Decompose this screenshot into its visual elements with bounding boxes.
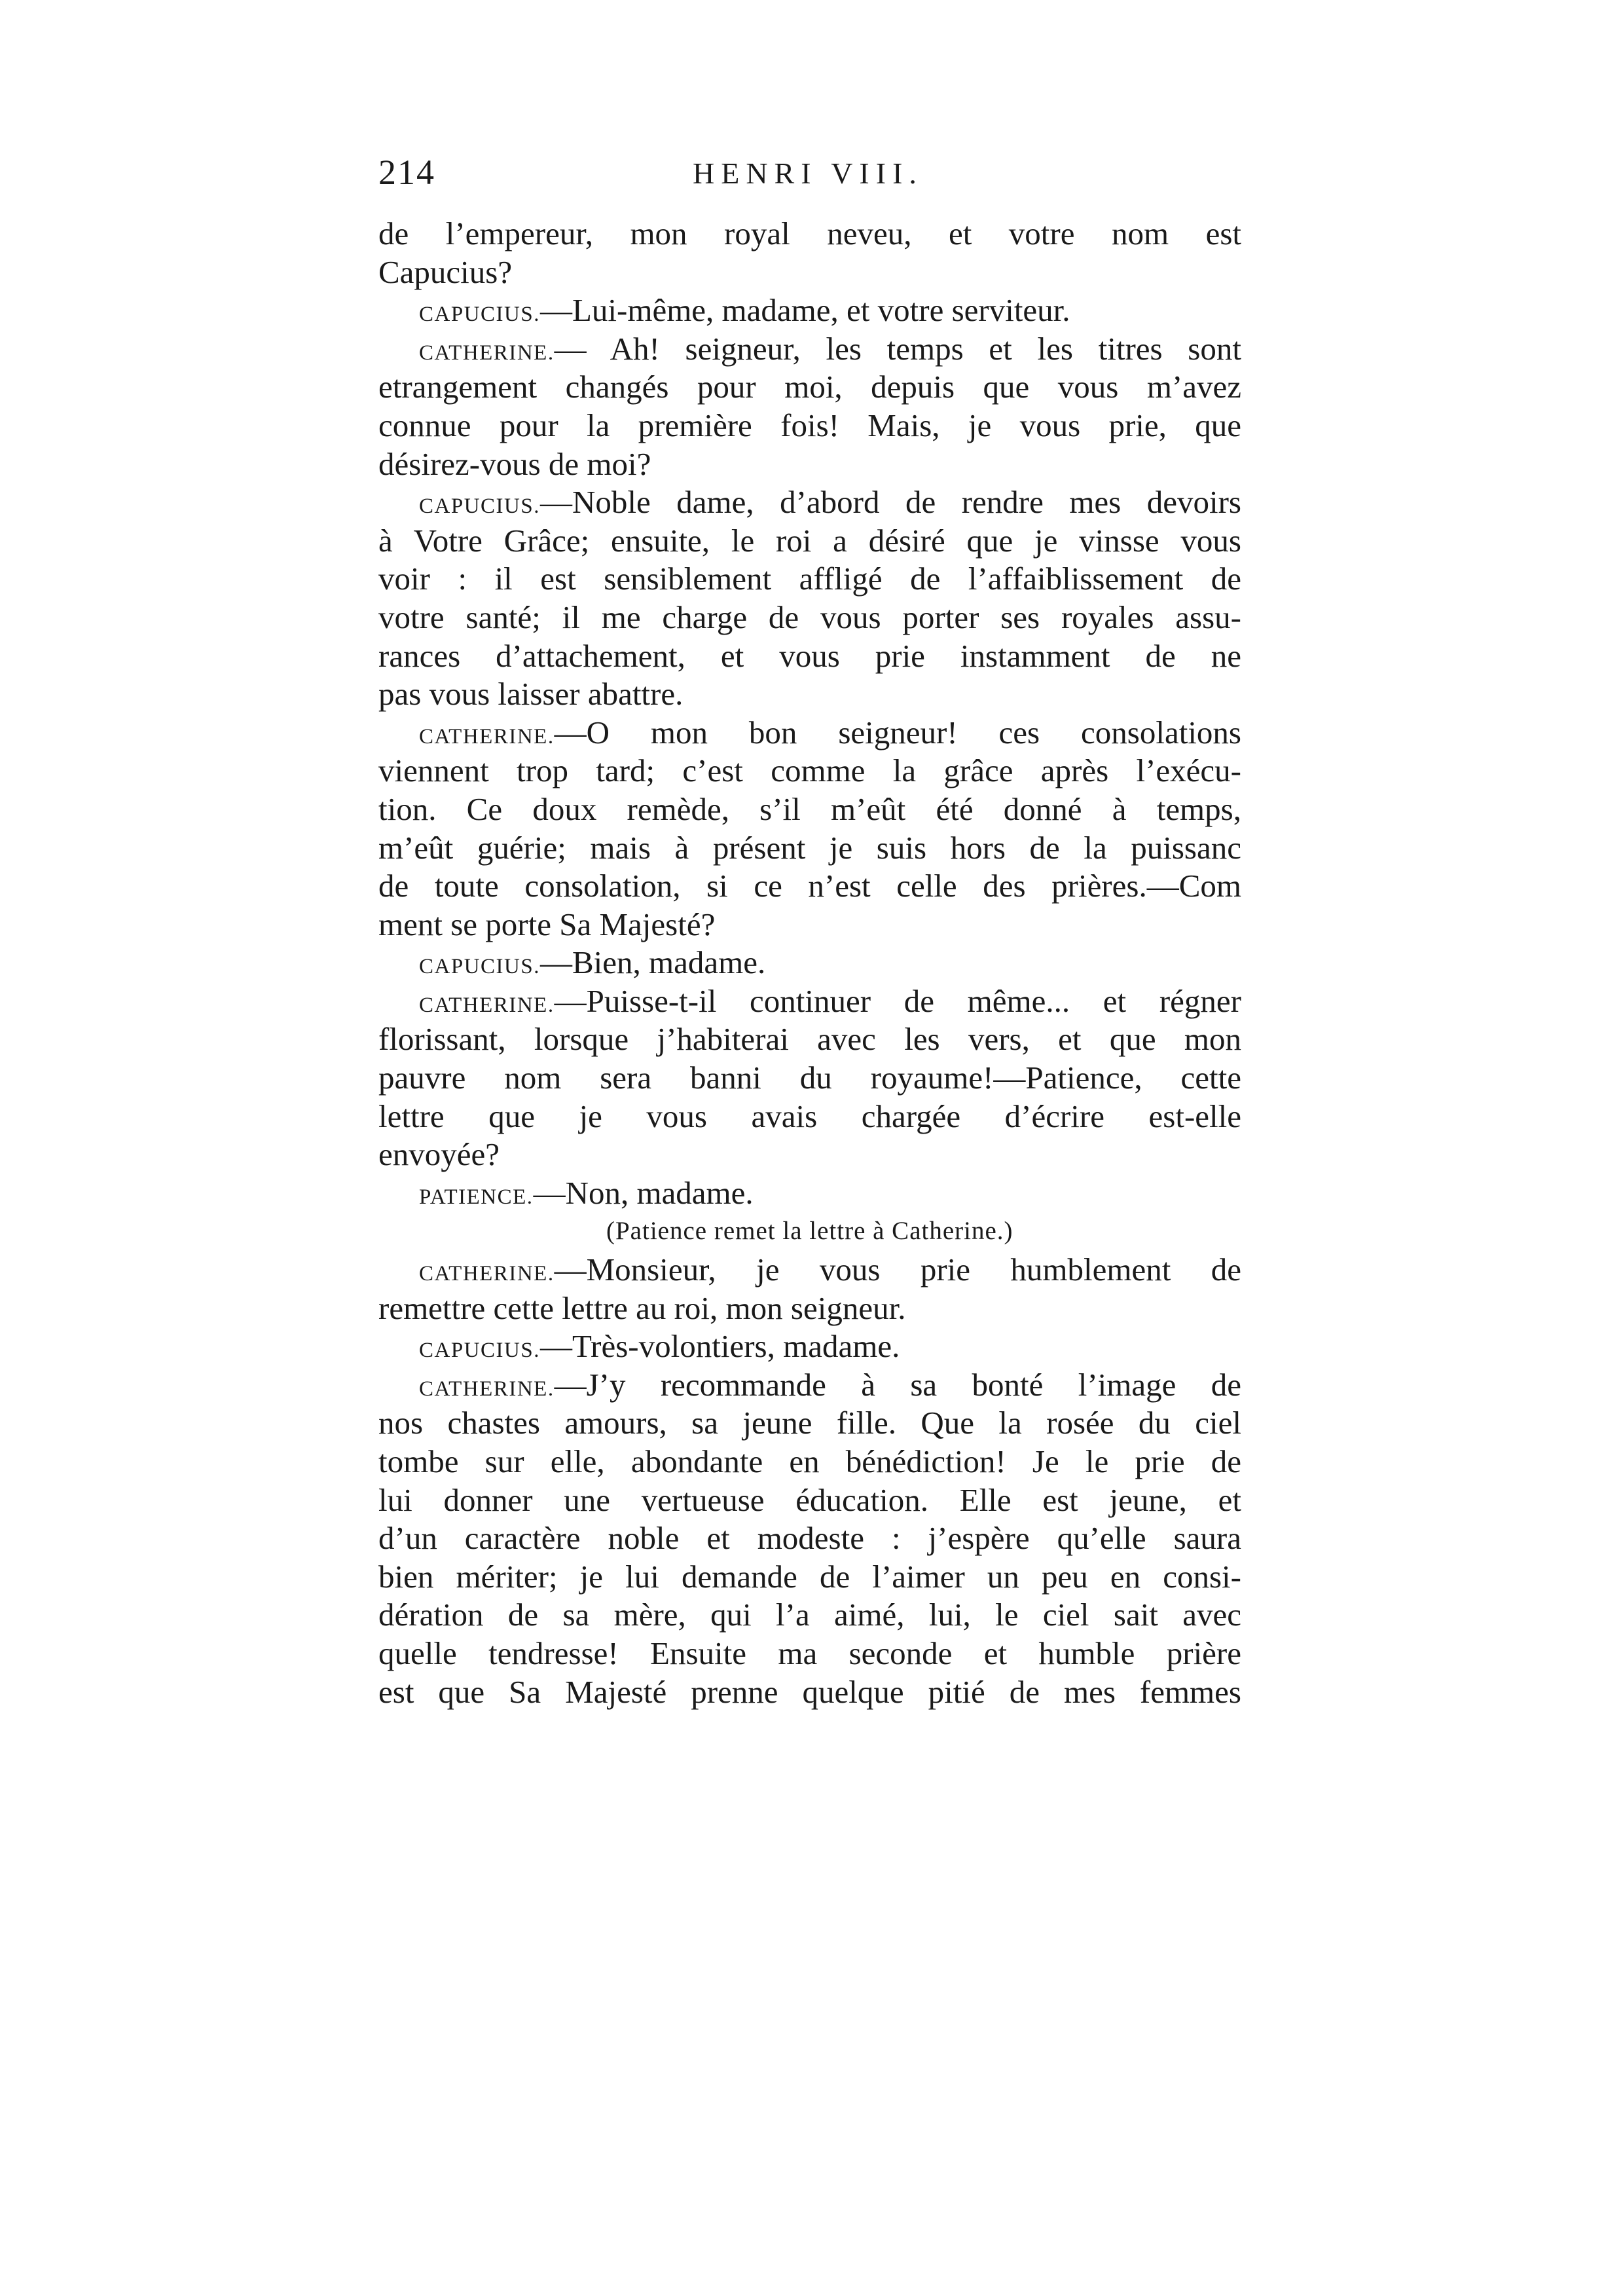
line-text: —Puisse-t-il continuer de même... et régner [554, 982, 1241, 1019]
speaker-name: CAPUCIUS. [419, 1339, 540, 1363]
speaker-name: PATIENCE. [419, 1185, 534, 1209]
line-text: —O mon bon seigneur! ces consolations [554, 714, 1241, 750]
line-text: tombe sur elle, abondante en bénédiction! Je le prie de [378, 1443, 1241, 1479]
text-line [378, 599, 1241, 637]
text-line [378, 1404, 1241, 1443]
line-text: connue pour la première fois! Mais, je vous prie, que [378, 407, 1241, 443]
text-line [378, 253, 1241, 292]
speaker-name: CATHERINE. [419, 1377, 555, 1401]
line-text: ment se porte Sa Majesté? [378, 906, 716, 942]
text-line [378, 1020, 1241, 1059]
speaker-name: CATHERINE. [419, 341, 555, 365]
line-text: d’un caractère noble et modeste : j’espère qu’elle saura [378, 1520, 1241, 1557]
speech-line [378, 291, 1241, 330]
text-line [378, 637, 1241, 676]
speech-line [378, 944, 1241, 982]
line-text: dération de sa mère, qui l’a aimé, lui, le ciel sait avec [378, 1597, 1241, 1633]
line-text: envoyée? [378, 1136, 500, 1173]
text-line [378, 790, 1241, 829]
text-line [378, 1481, 1241, 1520]
line-text: —J’y recommande à sa bonté l’image de [554, 1366, 1241, 1403]
line-text: —Lui-même, madame, et votre serviteur. [539, 292, 1070, 329]
line-text: —Non, madame. [533, 1174, 754, 1211]
text-line [378, 906, 1241, 944]
text-line [378, 368, 1241, 407]
text-line [378, 1136, 1241, 1174]
speaker-name: CAPUCIUS. [419, 955, 540, 979]
line-text: lui donner une vertueuse éducation. Elle est jeune, et [378, 1481, 1241, 1518]
text-line [378, 1596, 1241, 1635]
speaker-name: CATHERINE. [419, 993, 555, 1017]
line-text: rances d’attachement, et vous prie instamment de ne [378, 637, 1241, 674]
line-text: —Bien, madame. [539, 944, 766, 981]
line-text: —Monsieur, je vous prie humblement de [554, 1251, 1241, 1288]
speaker-name: CATHERINE. [419, 724, 555, 749]
speech-line [378, 1327, 1241, 1366]
text-line [378, 867, 1241, 906]
line-text: à Votre Grâce; ensuite, le roi a désiré que je vinsse vous [378, 522, 1241, 559]
body-text [378, 215, 1241, 1711]
line-text: florissant, lorsque j’habiterai avec les vers, et que mon [378, 1021, 1241, 1058]
line-text: est que Sa Majesté prenne quelque pitié de mes femmes [378, 1673, 1241, 1710]
line-text: votre santé; il me charge de vous porter ses royales assu- [378, 599, 1241, 635]
text-line [378, 1059, 1241, 1098]
text-line [378, 675, 1241, 714]
text-line [378, 1673, 1241, 1712]
line-text: nos chastes amours, sa jeune fille. Que la rosée du ciel [378, 1405, 1241, 1441]
text-line [378, 752, 1241, 790]
line-text: désirez-vous de moi? [378, 445, 651, 482]
line-text: m’eût guérie; mais à présent je suis hors de la puissanc [378, 829, 1241, 866]
speaker-name: CATHERINE. [419, 1262, 555, 1286]
speech-line [378, 330, 1241, 369]
page-number: 214 [378, 153, 435, 192]
text-line [378, 1289, 1241, 1328]
line-text: de l’empereur, mon royal neveu, et votre nom est [378, 215, 1241, 251]
line-text: —Très-volontiers, madame. [539, 1328, 900, 1365]
page-header [378, 152, 1241, 198]
text-line [378, 1519, 1241, 1558]
line-text: pas vous laisser abattre. [378, 676, 684, 713]
speaker-name: CAPUCIUS. [419, 494, 540, 519]
speech-line [378, 1366, 1241, 1405]
text-line [378, 522, 1241, 561]
line-text: de toute consolation, si ce n’est celle des prières.—Com [378, 868, 1241, 904]
stage-direction-text: (Patience remet la lettre à Catherine.) [606, 1217, 1013, 1246]
text-line [378, 445, 1241, 484]
text-line [378, 1558, 1241, 1597]
line-text: remettre cette lettre au roi, mon seigneur. [378, 1289, 906, 1326]
line-text: viennent trop tard; c’est comme la grâce après l’exécu- [378, 752, 1241, 789]
text-line [378, 829, 1241, 868]
line-text: quelle tendresse! Ensuite ma seconde et humble prière [378, 1635, 1241, 1671]
line-text: bien mériter; je lui demande de l’aimer un peu en consi- [378, 1558, 1241, 1595]
text-line [378, 215, 1241, 253]
line-text: — Ah! seigneur, les temps et les titres sont [554, 330, 1241, 367]
stage-direction [378, 1212, 1241, 1251]
line-text: tion. Ce doux remède, s’il m’eût été donné à temps, [378, 790, 1241, 827]
text-line [378, 560, 1241, 599]
speech-line [378, 714, 1241, 752]
text-line [378, 1443, 1241, 1481]
running-title: HENRI VIII. [693, 157, 923, 190]
line-text: voir : il est sensiblement affligé de l’affaiblissement de [378, 561, 1241, 597]
speech-line [378, 1251, 1241, 1289]
line-text: Capucius? [378, 253, 513, 290]
text-line [378, 1635, 1241, 1673]
line-text: —Noble dame, d’abord de rendre mes devoirs [539, 484, 1241, 521]
text-line [378, 1098, 1241, 1136]
text-line [378, 407, 1241, 445]
speech-line [378, 483, 1241, 522]
speech-line [378, 1174, 1241, 1213]
line-text: lettre que je vous avais chargée d’écrire est-elle [378, 1098, 1241, 1134]
speaker-name: CAPUCIUS. [419, 303, 540, 327]
speech-line [378, 982, 1241, 1021]
line-text: etrangement changés pour moi, depuis que vous m’avez [378, 369, 1241, 405]
line-text: pauvre nom sera banni du royaume!—Patience, cette [378, 1060, 1241, 1096]
